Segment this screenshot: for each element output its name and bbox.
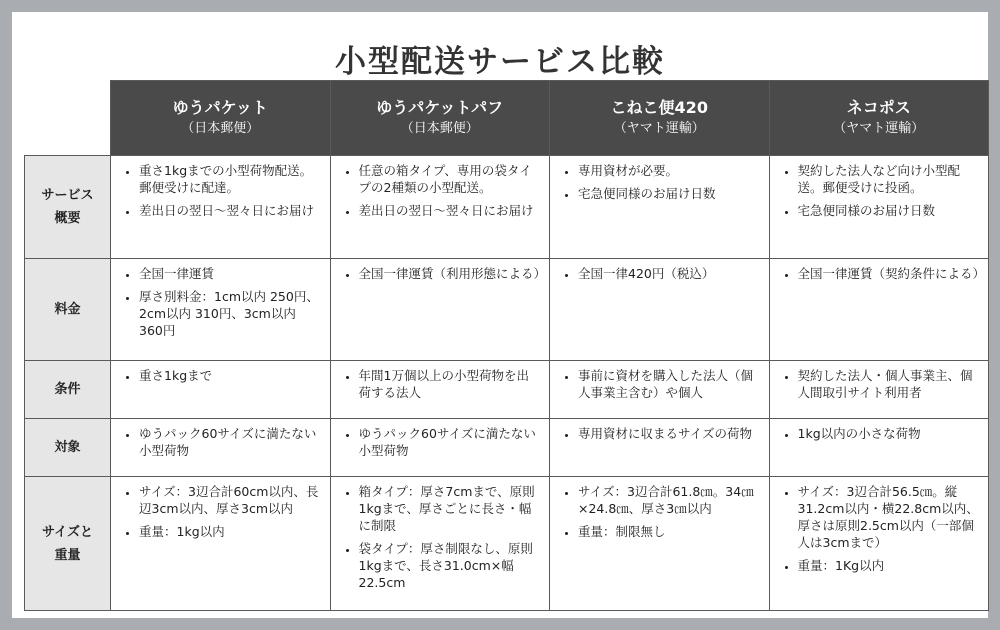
- table-cell: [769, 477, 989, 611]
- table-cell: [330, 259, 550, 361]
- comparison-card: [12, 12, 988, 618]
- list-item: • 契約した法人・個人事業主、個人間取引サイト利用者: [798, 367, 981, 401]
- table-cell: [111, 419, 331, 477]
- list-item: • 契約した法人など向け小型配送。郵便受けに投函。: [798, 162, 981, 196]
- comparison-table: [24, 80, 989, 611]
- column-name: ネコポス: [846, 98, 911, 117]
- table-cell: [769, 156, 989, 259]
- row-label: 条件: [25, 361, 111, 419]
- list-item: • 厚さ別料金：1cm以内 250円、2cm以内 310円、3cm以内 360円: [139, 288, 322, 339]
- table-cell: [550, 156, 770, 259]
- list-item: • 重さ1kgまで: [139, 367, 322, 384]
- column-header-yu-packet-puff: [330, 81, 550, 156]
- table-cell: [769, 419, 989, 477]
- column-name: こねこ便420: [610, 98, 708, 117]
- table-cell: [330, 361, 550, 419]
- list-item: • 全国一律運賃（契約条件による）: [798, 265, 981, 282]
- row-label: 料金: [25, 259, 111, 361]
- table-cell: [550, 259, 770, 361]
- list-item: • 袋タイプ：厚さ制限なし、原則1kgまで、長さ31.0cm×幅22.5cm: [359, 540, 542, 591]
- table-row-conditions: [25, 361, 989, 419]
- table-cell: [550, 361, 770, 419]
- column-name: ゆうパケット: [172, 98, 268, 117]
- column-header-nekopos: [769, 81, 989, 156]
- list-item: • 任意の箱タイプ、専用の袋タイプの2種類の小型配送。: [359, 162, 542, 196]
- table-cell: [769, 259, 989, 361]
- header-row: [25, 81, 989, 156]
- list-item: • 重さ1kgまでの小型荷物配送。郵便受けに配達。: [139, 162, 322, 196]
- list-item: • 専用資材に収まるサイズの荷物: [578, 425, 761, 442]
- list-item: • 箱タイプ：厚さ7cmまで、原則1kgまで、厚さごとに長さ・幅に制限: [359, 483, 542, 534]
- row-label: サイズと 重量: [25, 477, 111, 611]
- list-item: • 宅急便同様のお届け日数: [578, 185, 761, 202]
- list-item: • 1kg以内の小さな荷物: [798, 425, 981, 442]
- table-cell: [550, 419, 770, 477]
- table-cell: [330, 477, 550, 611]
- row-label: サービス 概要: [25, 156, 111, 259]
- list-item: • 重量：1kg以内: [139, 523, 322, 540]
- table-row-fee: [25, 259, 989, 361]
- list-item: • 全国一律420円（税込）: [578, 265, 761, 282]
- column-name: ゆうパケットパフ: [376, 98, 504, 117]
- list-item: • 重量：1Kg以内: [798, 557, 981, 574]
- list-item: • 年間1万個以上の小型荷物を出荷する法人: [359, 367, 542, 401]
- column-header-yu-packet: [111, 81, 331, 156]
- table-cell: [769, 361, 989, 419]
- page-title: 小型配送サービス比較: [335, 44, 665, 80]
- column-carrier: （ヤマト運輸）: [613, 121, 705, 136]
- list-item: • ゆうパック60サイズに満たない小型荷物: [359, 425, 542, 459]
- table-row-size-weight: [25, 477, 989, 611]
- table-cell: [111, 361, 331, 419]
- table-cell: [550, 477, 770, 611]
- row-label: 対象: [25, 419, 111, 477]
- list-item: • サイズ：3辺合計60cm以内、長辺3cm以内、厚さ3cm以内: [139, 483, 322, 517]
- table-cell: [111, 156, 331, 259]
- column-carrier: （ヤマト運輸）: [833, 121, 925, 136]
- list-item: • 事前に資材を購入した法人（個人事業主含む）や個人: [578, 367, 761, 401]
- table-cell: [111, 477, 331, 611]
- table-cell: [330, 419, 550, 477]
- table-cell: [111, 259, 331, 361]
- list-item: • 宅急便同様のお届け日数: [798, 202, 981, 219]
- column-header-koneko-bin: [550, 81, 770, 156]
- list-item: • 重量：制限無し: [578, 523, 761, 540]
- table-row-target: [25, 419, 989, 477]
- column-carrier: （日本郵便）: [400, 121, 479, 136]
- list-item: • 専用資材が必要。: [578, 162, 761, 179]
- corner-cell: [25, 81, 111, 156]
- column-carrier: （日本郵便）: [181, 121, 260, 136]
- list-item: • 全国一律運賃（利用形態による）: [359, 265, 542, 282]
- list-item: • サイズ：3辺合計56.5㎝。縦31.2cm以内・横22.8cm以内、厚さは原則2.5cm以内（一部個人は3cmまで）: [798, 483, 981, 551]
- list-item: • 全国一律運賃: [139, 265, 322, 282]
- list-item: • サイズ：3辺合計61.8㎝。34㎝×24.8㎝、厚さ3㎝以内: [578, 483, 761, 517]
- list-item: • 差出日の翌日～翌々日にお届け: [139, 202, 322, 219]
- list-item: • 差出日の翌日～翌々日にお届け: [359, 202, 542, 219]
- table-row-service-overview: [25, 156, 989, 259]
- list-item: • ゆうパック60サイズに満たない小型荷物: [139, 425, 322, 459]
- table-cell: [330, 156, 550, 259]
